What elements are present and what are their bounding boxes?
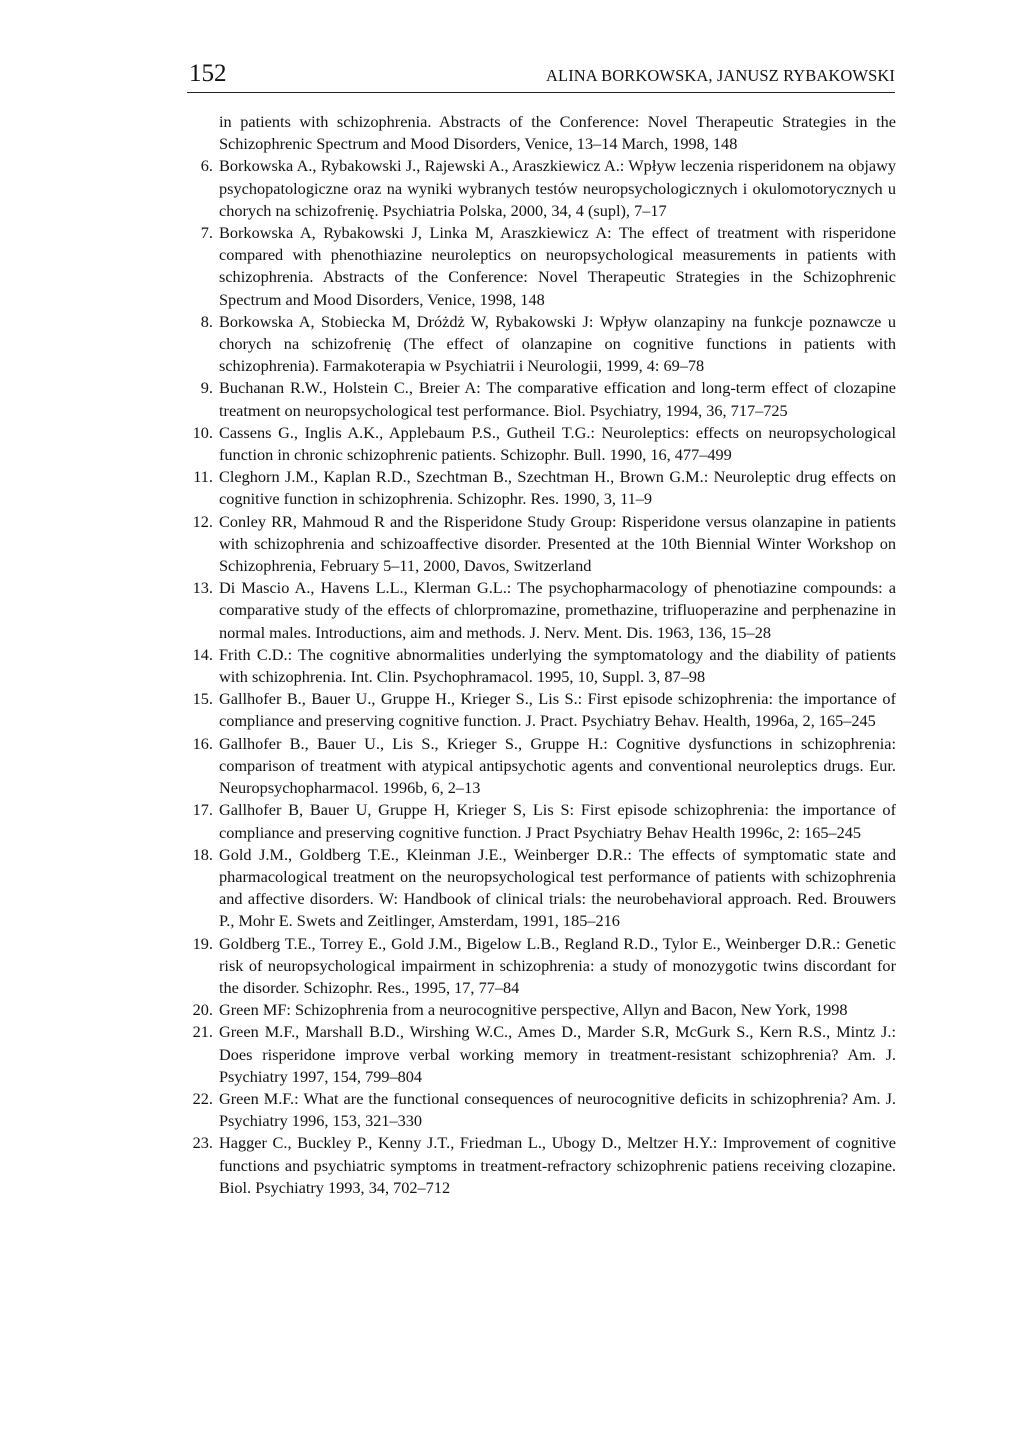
reference-item xyxy=(178,844,896,933)
reference-number: 12. xyxy=(192,511,213,531)
reference-item xyxy=(178,377,896,421)
reference-item xyxy=(178,999,896,1021)
reference-text: Hagger C., Buckley P., Kenny J.T., Friedman L., Ubogy D., Meltzer H.Y.: Improvement of cognitive functions and psychiatric symptoms in treatment-refractory schizophrenic patiens receiving clozapine. Biol. Psychiatry 1993, 34, 702–712 xyxy=(219,1133,896,1197)
reference-text: in patients with schizophrenia. Abstracts of the Conference: Novel Therapeutic Strategies in the Schizophrenic Spectrum and Mood Disorders, Venice, 13–14 March, 1998, 148 xyxy=(219,112,896,154)
reference-text: Cleghorn J.M., Kaplan R.D., Szechtman B., Szechtman H., Brown G.M.: Neuroleptic drug effects on cognitive function in schizophrenia. Schizophr. Res. 1990, 3, 11–9 xyxy=(219,467,896,509)
reference-number: 14. xyxy=(192,644,213,664)
reference-number: 13. xyxy=(192,578,213,598)
reference-text: Di Mascio A., Havens L.L., Klerman G.L.: The psychopharmacology of phenotiazine compounds: a comparative study of the effects of chlorpromazine, promethazine, trifluoperazine and perphenazine in normal males. Introductions, aim and methods. J. Nerv. Ment. Dis. 1963, 136, 15–28 xyxy=(219,578,896,642)
reference-text: Goldberg T.E., Torrey E., Gold J.M., Bigelow L.B., Regland R.D., Tylor E., Weinberger D.R.: Genetic risk of neuropsychological impairment in schizophrenia: a study of monozygotic twins discordant for the disorder. Schizophr. Res., 1995, 17, 77–84 xyxy=(219,933,896,997)
reference-text: Borkowska A., Rybakowski J., Rajewski A., Araszkiewicz A.: Wpływ leczenia risperidonem na objawy psychopatologiczne oraz na wyniki wybranych testów neuropsychologicznych i okulomotorycznych u chorych na schizofrenię. Psychiatria Polska, 2000, 34, 4 (supl), 7–17 xyxy=(219,156,896,220)
reference-item xyxy=(178,577,896,644)
reference-number: 16. xyxy=(192,733,213,753)
reference-text: Borkowska A, Stobiecka M, Dróżdż W, Rybakowski J: Wpływ olanzapiny na funkcje poznawcze u chorych na schizofrenię (The effect of olanzapine on cognitive functions in patients with schizophrenia). Farmakoterapia w Psychiatrii i Neurologii, 1999, 4: 69–78 xyxy=(219,311,896,376)
reference-text: Gallhofer B, Bauer U, Gruppe H, Krieger S, Lis S: First episode schizophrenia: the importance of compliance and preserving cognitive function. J Pract Psychiatry Behav Health 1996c, 2: 165–245 xyxy=(219,800,896,842)
reference-list xyxy=(178,111,896,1199)
reference-item xyxy=(178,155,896,222)
reference-number: 17. xyxy=(192,800,213,820)
reference-number: 8. xyxy=(200,311,213,331)
reference-number: 21. xyxy=(192,1022,213,1042)
reference-item xyxy=(178,111,896,155)
reference-item xyxy=(178,222,896,311)
reference-item xyxy=(178,311,896,378)
reference-number: 9. xyxy=(200,378,213,398)
reference-item xyxy=(178,799,896,843)
reference-text: Gallhofer B., Bauer U., Gruppe H., Krieger S., Lis S.: First episode schizophrenia: the importance of compliance and preserving cognitive function. J. Pract. Psychiatry Behav. Health, 1996a, 2, 165–245 xyxy=(219,689,896,731)
reference-item xyxy=(178,511,896,578)
reference-text: Conley RR, Mahmoud R and the Risperidone Study Group: Risperidone versus olanzapine in patients with schizophrenia and schizoaffective disorder. Presented at the 10th Biennial Winter Workshop on Schizophrenia, February 5–11, 2000, Davos, Switzerland xyxy=(219,511,896,576)
reference-item xyxy=(178,1132,896,1199)
running-head: ALINA BORKOWSKA, JANUSZ RYBAKOWSKI xyxy=(546,66,895,85)
reference-number: 11. xyxy=(193,467,213,487)
reference-text: Green M.F.: What are the functional consequences of neurocognitive deficits in schizophrenia? Am. J. Psychiatry 1996, 153, 321–330 xyxy=(219,1088,896,1131)
reference-number: 10. xyxy=(192,422,213,442)
reference-text: Cassens G., Inglis A.K., Applebaum P.S., Gutheil T.G.: Neuroleptics: effects on neuropsychological function in chronic schizophrenic patients. Schizophr. Bull. 1990, 16, 477–499 xyxy=(219,422,896,465)
reference-item xyxy=(178,466,896,510)
reference-item xyxy=(178,644,896,688)
reference-item xyxy=(178,422,896,466)
reference-number: 22. xyxy=(192,1088,213,1108)
reference-number: 20. xyxy=(192,1000,213,1020)
reference-text: Gallhofer B., Bauer U., Lis S., Krieger S., Gruppe H.: Cognitive dysfunctions in schizophrenia: comparison of treatment with atypical antipsychotic agents and conventional neuroleptics drugs. Eur. Neuropsychopharmacol. 1996b, 6, 2–13 xyxy=(219,733,896,798)
page-header xyxy=(187,60,895,93)
reference-item xyxy=(178,1021,896,1088)
reference-number: 23. xyxy=(192,1133,213,1153)
reference-number: 19. xyxy=(192,933,213,953)
reference-number: 7. xyxy=(200,223,213,243)
reference-number: 6. xyxy=(200,156,213,176)
reference-text: Buchanan R.W., Holstein C., Breier A: The comparative effication and long-term effect of clozapine treatment on neuropsychological test performance. Biol. Psychiatry, 1994, 36, 717–725 xyxy=(219,378,896,420)
reference-text: Green M.F., Marshall B.D., Wirshing W.C., Ames D., Marder S.R, McGurk S., Kern R.S., Mintz J.: Does risperidone improve verbal working memory in treatment-resistant schizophrenia? Am. J. Psychiatry 1997, 154, 799–804 xyxy=(219,1022,896,1086)
reference-text: Green MF: Schizophrenia from a neurocognitive perspective, Allyn and Bacon, New York, 1998 xyxy=(219,1000,848,1020)
page-number: 152 xyxy=(189,60,227,87)
reference-number: 18. xyxy=(192,844,213,864)
reference-item xyxy=(178,688,896,732)
reference-item xyxy=(178,1088,896,1132)
reference-text: Frith C.D.: The cognitive abnormalities underlying the symptomatology and the diability of patients with schizophrenia. Int. Clin. Psychophramacol. 1995, 10, Suppl. 3, 87–98 xyxy=(219,644,896,687)
reference-text: Borkowska A, Rybakowski J, Linka M, Araszkiewicz A: The effect of treatment with risperidone compared with phenothiazine neuroleptics on neuropsychological measurements in patients with schizophrenia. Abstracts of the Conference: Novel Therapeutic Strategies in the Schizophrenic Spectrum and Mood Disorders, Venice, 1998, 148 xyxy=(219,223,896,309)
reference-number: 15. xyxy=(192,689,213,709)
reference-item xyxy=(178,733,896,800)
reference-text: Gold J.M., Goldberg T.E., Kleinman J.E., Weinberger D.R.: The effects of symptomatic state and pharmacological treatment on the neuropsychological test performance of patients with schizophrenia and affective disorders. W: Handbook of clinical trials: the neurobehavioral approach. Red. Brouwers P., Mohr E. Swets and Zeitlinger, Amsterdam, 1991, 185–216 xyxy=(219,844,896,931)
reference-item xyxy=(178,933,896,1000)
